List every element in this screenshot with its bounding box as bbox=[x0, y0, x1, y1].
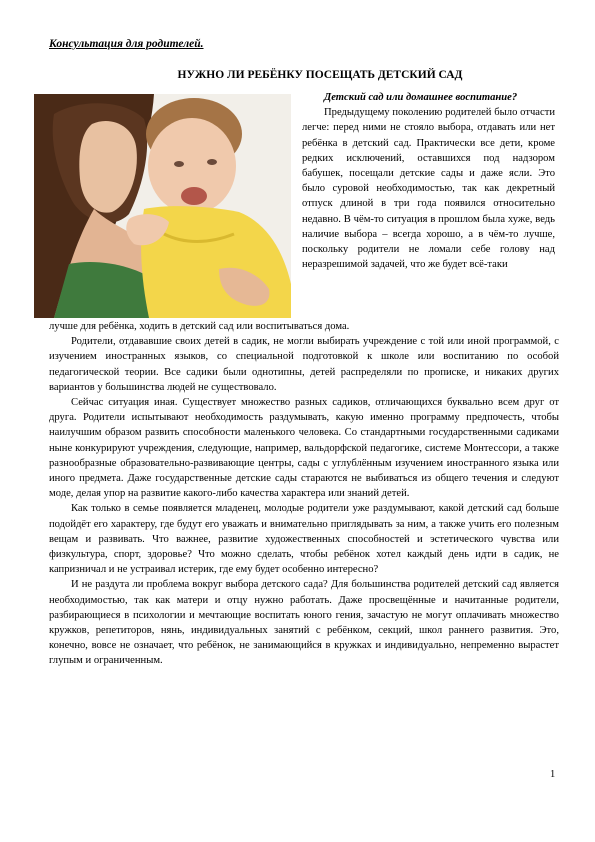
paragraph-4: И не раздута ли проблема вокруг выбора детского сада? Для большинства родителей детский сад является необходимостью, так как матери и отцу нужно работать. Даже просвещённые и начитанные родители, разбирающиеся в психологии и мечтающие воспитать юного гения, зачастую не могут оплачивать множество кружков, репетиторов, нянь, индивидуальных занятий с ребёнком, секций, школ раннего развития. Это, конечно, вовсе не означает, что ребёнок, не занимающийся в кружках и индивидуально, непременно вырастет глупым и ограниченным. bbox=[49, 579, 559, 667]
intro-paragraph: Предыдущему поколению родителей было отчасти легче: перед ними не стояло выбора, отдавать или нет ребёнка в детский сад. Практически все дети, кроме редких исключений, оставшихся под надзором бабушек, посещали детские сады и даже ясли. Это было суровой необходимостью, так как декретный отпуск длиной в три года появился относительно недавно. В чём-то ситуация в прошлом была хуже, ведь наличие выбора – всегда хорошо, а в чём-то лучше, поскольку родители не ломали себе голову над неразрешимой задачей, что же будет всё-таки bbox=[302, 107, 555, 271]
paragraph-1: Родители, отдававшие своих детей в садик, не могли выбирать учреждение с той или иной программой, с изучением иностранных языков, со специальной подготовкой к школе или воспитанию по особой педагогической теории. Все садики были однотипны, детей распределяли по прописке, и никаких других вариантов у большинства людей не существовало. bbox=[49, 336, 559, 393]
paragraph-2: Сейчас ситуация иная. Существует множество разных садиков, отличающихся буквально всем друг от друга. Родители испытывают необходимость раздумывать, какую именно программу предпочесть, чтобы наилучшим образом развить способности маленького человека. Со стандартными государственными садиками ныне конкурируют учреждения, следующие, например, вальдорфской педагогике, системе Монтессори, а также разнообразные образовательно-развивающие центры, сады с углублённым изучением иностранного языка или иного предмета. Даже государственные детские сады стараются не выбиваться из общего течения и следуют моде, делая упор на развитие какого-либо качества характера или знаний детей. bbox=[49, 397, 559, 500]
right-column-text bbox=[302, 90, 555, 272]
page-number: 1 bbox=[550, 769, 556, 780]
page-title: НУЖНО ЛИ РЕБЁНКУ ПОСЕЩАТЬ ДЕТСКИЙ САД bbox=[177, 69, 463, 81]
consultation-label: Консультация для родителей. bbox=[49, 38, 204, 50]
mother-and-crying-child-photo bbox=[34, 94, 291, 318]
section-subtitle: Детский сад или домашнее воспитание? bbox=[324, 92, 518, 103]
intro-continuation: лучше для ребёнка, ходить в детский сад или воспитываться дома. bbox=[49, 321, 350, 332]
body-text bbox=[49, 319, 559, 669]
paragraph-3: Как только в семье появляется младенец, молодые родители уже раздумывают, какой детский сад больше подойдёт его характеру, где будут его уважать и внимательно приглядывать за ним, а также учить его полезным вещам и развивать. Что важнее, развитие художественных способностей и эстетического чувства или физкультура, спорт, здоровье? Что можно сделать, чтобы ребёнок хотел каждый день идти в садик, не капризничал и не устраивал истерик, где ему будет особенно интересно? bbox=[49, 503, 559, 576]
